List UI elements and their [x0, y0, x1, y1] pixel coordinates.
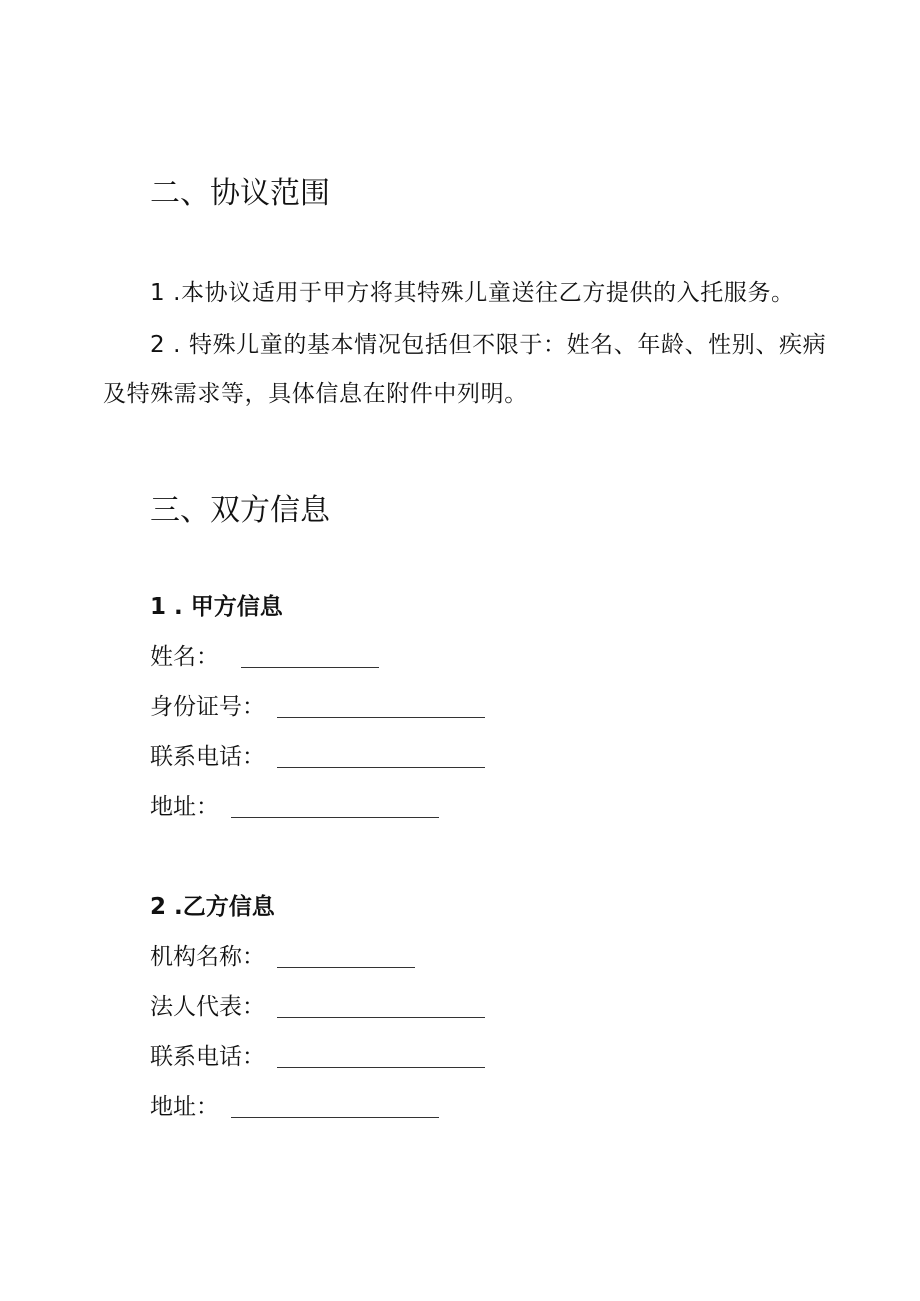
party-a-phone-blank[interactable]: [277, 766, 485, 768]
party-a-address-blank[interactable]: [231, 816, 439, 818]
section-heading-scope: 二、协议范围: [150, 176, 330, 211]
party-a-id-blank[interactable]: [277, 716, 485, 718]
party-b-title: 2 .乙方信息: [150, 894, 275, 920]
party-a-name-label: 姓名：: [150, 644, 219, 670]
party-b-phone-blank[interactable]: [277, 1066, 485, 1068]
scope-item-2: 2 . 特殊儿童的基本情况包括但不限于：姓名、年龄、性别、疾病: [150, 332, 827, 358]
party-b-phone-row: [150, 1038, 485, 1071]
party-b-address-label: 地址：: [150, 1094, 219, 1120]
scope-item-2-continued: 及特殊需求等，具体信息在附件中列明。: [103, 381, 528, 407]
party-b-phone-label: 联系电话：: [150, 1044, 265, 1070]
party-b-org-row: [150, 938, 415, 971]
party-a-title: 1 . 甲方信息: [150, 594, 283, 620]
party-b-org-blank[interactable]: [277, 966, 415, 968]
party-a-id-row: [150, 688, 485, 721]
party-a-name-blank[interactable]: [241, 666, 379, 668]
party-a-name-row: [150, 638, 379, 671]
party-a-phone-label: 联系电话：: [150, 744, 265, 770]
party-a-address-label: 地址：: [150, 794, 219, 820]
party-b-address-row: [150, 1088, 439, 1121]
party-b-address-blank[interactable]: [231, 1116, 439, 1118]
party-b-legal-rep-blank[interactable]: [277, 1016, 485, 1018]
party-a-id-label: 身份证号：: [150, 694, 265, 720]
party-b-org-label: 机构名称：: [150, 944, 265, 970]
party-a-address-row: [150, 788, 439, 821]
scope-item-1: 1 .本协议适用于甲方将其特殊儿童送往乙方提供的入托服务。: [150, 280, 795, 306]
party-b-legal-rep-row: [150, 988, 485, 1021]
party-b-legal-rep-label: 法人代表：: [150, 994, 265, 1020]
party-a-phone-row: [150, 738, 485, 771]
section-heading-parties: 三、双方信息: [150, 493, 330, 528]
